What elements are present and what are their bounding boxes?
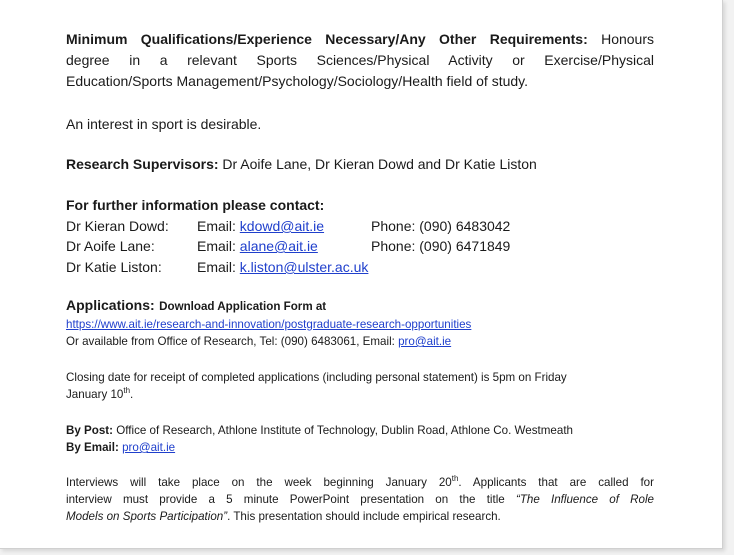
by-email-link[interactable]: pro@ait.ie (122, 441, 176, 454)
post-address: Office of Research, Athlone Institute of Technology, Dublin Road, Athlone Co. Westmeath (116, 424, 573, 437)
interviews-line-2: interview must provide a 5 minute PowerPoint presentation on the title “The Influence of Role (66, 493, 654, 506)
requirements-line-1 (66, 31, 654, 47)
contact-phone: Phone: (090) 6483042 (371, 218, 511, 234)
applications-url-line (66, 318, 471, 331)
contact-row (66, 218, 656, 238)
applications-url-link[interactable]: https://www.ait.ie/research-and-innovation/postgraduate-research-opportunities (66, 318, 472, 331)
contact-email-link[interactable]: kdowd@ait.ie (239, 218, 325, 234)
by-email-line (66, 441, 175, 454)
contact-name: Dr Katie Liston: (66, 259, 162, 275)
post-label: By Post: (66, 424, 114, 437)
by-email-label: By Email: (66, 441, 119, 454)
contact-email-wrap (197, 218, 324, 234)
contact-email-wrap (197, 259, 368, 275)
supervisors-label: Research Supervisors: (66, 156, 219, 172)
applications-alt-email-link[interactable]: pro@ait.ie (398, 335, 452, 348)
closing-line-2: January 10th. (66, 386, 134, 401)
contact-row (66, 238, 656, 258)
applications-alt-line (66, 335, 451, 348)
applications-line (66, 297, 326, 315)
contact-name: Dr Kieran Dowd: (66, 218, 169, 234)
contact-email-link[interactable]: alane@ait.ie (239, 238, 318, 254)
contact-email-wrap (197, 238, 318, 254)
applications-download-text: Download Application Form at (159, 300, 327, 313)
supervisors-names: Dr Aoife Lane, Dr Kieran Dowd and Dr Katie Liston (222, 156, 537, 172)
email-label: Email: (197, 238, 236, 254)
contact-row (66, 259, 656, 279)
supervisors-line (66, 156, 537, 172)
contact-heading: For further information please contact: (66, 197, 325, 213)
contact-email-link[interactable]: k.liston@ulster.ac.uk (239, 259, 369, 275)
closing-line-1: Closing date for receipt of completed applications (including personal statement) is 5pm on Friday (66, 371, 567, 384)
contact-phone: Phone: (090) 6471849 (371, 238, 511, 254)
applications-alt-text: Or available from Office of Research, Tel: (090) 6483061, Email: (66, 335, 395, 348)
requirements-line1-rest: Honours (601, 31, 654, 47)
contact-name: Dr Aoife Lane: (66, 238, 155, 254)
email-label: Email: (197, 218, 236, 234)
requirements-label: Minimum Qualifications/Experience Necessary/Any Other Requirements: (66, 31, 588, 47)
interest-text: An interest in sport is desirable. (66, 116, 262, 132)
interviews-line-3: Models on Sports Participation”. This presentation should include empirical research. (66, 510, 501, 523)
interviews-line-1: Interviews will take place on the week beginning January 20th. Applicants that are called for (66, 474, 654, 489)
requirements-line-3: Education/Sports Management/Psychology/Sociology/Health field of study. (66, 73, 528, 89)
email-label: Email: (197, 259, 236, 275)
post-line (66, 424, 573, 437)
requirements-line-2: degree in a relevant Sports Sciences/Physical Activity or Exercise/Physical (66, 52, 654, 68)
applications-label: Applications: (66, 297, 155, 313)
